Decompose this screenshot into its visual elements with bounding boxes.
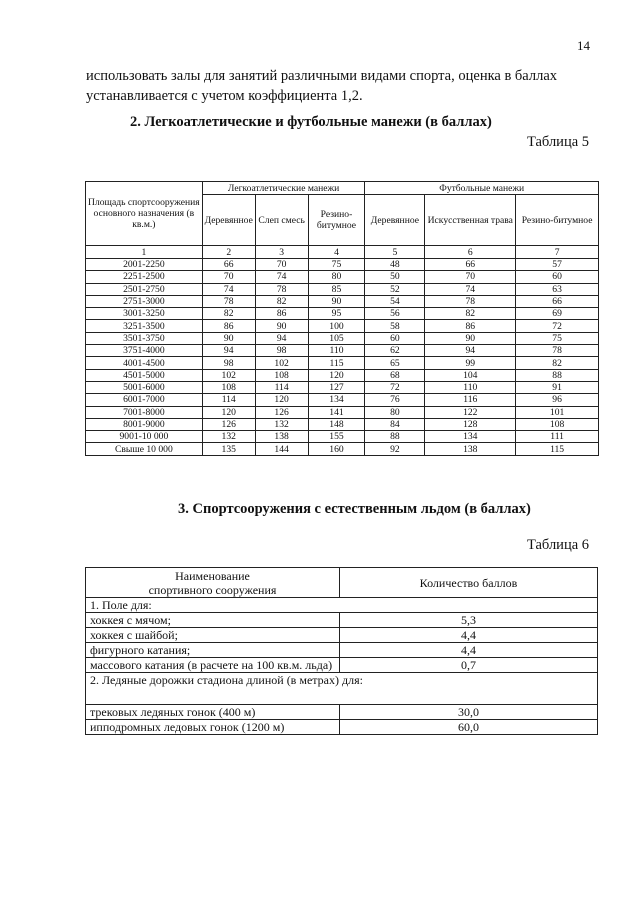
group-1-header: 1. Поле для: [86,598,598,613]
surface-header: Искусственная трава [425,195,516,246]
points-cell: 104 [425,369,516,381]
points-cell: 56 [365,308,425,320]
area-range-cell: 4001-4500 [86,357,203,369]
points-cell: 134 [308,394,365,406]
table-row [86,357,599,369]
points-cell: 134 [425,431,516,443]
points-cell: 108 [516,418,599,430]
points-cell: 62 [365,345,425,357]
points-cell: 72 [365,381,425,393]
points-column-header: Количество баллов [340,568,598,598]
table-6 [85,567,598,735]
table-5-caption: Таблица 5 [527,134,590,150]
table-row [86,332,599,344]
table-row [86,394,599,406]
surface-header: Резино-битумное [308,195,365,246]
points-cell: 65 [365,357,425,369]
points-cell: 92 [365,443,425,455]
surface-header: Деревянное [365,195,425,246]
facility-name-cell: ипподромных ледовых гонок (1200 м) [86,720,340,735]
points-cell: 82 [255,295,308,307]
points-cell: 75 [308,259,365,271]
column-number: 7 [516,246,599,259]
points-cell: 94 [255,332,308,344]
table-row [86,381,599,393]
area-range-cell: 3251-3500 [86,320,203,332]
area-range-cell: 2751-3000 [86,295,203,307]
points-cell: 74 [202,283,255,295]
points-cell: 86 [255,308,308,320]
points-cell: 90 [255,320,308,332]
name-header-line-2: спортивного сооружения [148,582,277,597]
points-cell: 132 [255,418,308,430]
facility-points-cell: 4,4 [340,643,598,658]
points-cell: 85 [308,283,365,295]
points-cell: 110 [308,345,365,357]
area-range-cell: 8001-9000 [86,418,203,430]
table-row [86,271,599,283]
points-cell: 128 [425,418,516,430]
football-group-header: Футбольные манежи [365,182,599,195]
points-cell: 91 [516,381,599,393]
points-cell: 127 [308,381,365,393]
points-cell: 48 [365,259,425,271]
table-row [86,658,598,673]
table-row [86,283,599,295]
points-cell: 82 [202,308,255,320]
surface-header: Слеп смесь [255,195,308,246]
points-cell: 82 [516,357,599,369]
points-cell: 60 [516,271,599,283]
surface-header: Деревянное [202,195,255,246]
points-cell: 108 [255,369,308,381]
points-cell: 132 [202,431,255,443]
page-number: 14 [577,38,590,53]
points-cell: 78 [202,295,255,307]
column-number: 4 [308,246,365,259]
table-row [86,431,599,443]
section-2-title: 2. Легкоатлетические и футбольные манежи (в баллах) [130,114,492,130]
facility-points-cell: 4,4 [340,628,598,643]
table-row [86,443,599,455]
points-cell: 120 [255,394,308,406]
points-cell: 98 [255,345,308,357]
points-cell: 144 [255,443,308,455]
table-5 [85,181,599,456]
points-cell: 88 [365,431,425,443]
points-cell: 72 [516,320,599,332]
points-cell: 63 [516,283,599,295]
facility-name-cell: хоккея с мячом; [86,613,340,628]
area-range-cell: 5001-6000 [86,381,203,393]
points-cell: 102 [255,357,308,369]
points-cell: 101 [516,406,599,418]
column-number: 2 [202,246,255,259]
points-cell: 50 [365,271,425,283]
points-cell: 52 [365,283,425,295]
points-cell: 105 [308,332,365,344]
points-cell: 66 [516,295,599,307]
facility-points-cell: 5,3 [340,613,598,628]
points-cell: 90 [202,332,255,344]
points-cell: 115 [516,443,599,455]
points-cell: 66 [425,259,516,271]
points-cell: 70 [425,271,516,283]
points-cell: 111 [516,431,599,443]
table-row [86,345,599,357]
points-cell: 108 [202,381,255,393]
points-cell: 138 [425,443,516,455]
table-row [86,418,599,430]
intro-paragraph [86,66,598,106]
table-6-caption: Таблица 6 [527,537,590,553]
points-cell: 160 [308,443,365,455]
points-cell: 57 [516,259,599,271]
table-row [86,369,599,381]
table-row [86,320,599,332]
points-cell: 100 [308,320,365,332]
points-cell: 138 [255,431,308,443]
points-cell: 82 [425,308,516,320]
column-number: 6 [425,246,516,259]
facility-name-cell: фигурного катания; [86,643,340,658]
points-cell: 78 [516,345,599,357]
points-cell: 116 [425,394,516,406]
table-row [86,643,598,658]
points-cell: 88 [516,369,599,381]
points-cell: 70 [255,259,308,271]
name-column-header [86,568,340,598]
table-row [86,308,599,320]
points-cell: 86 [202,320,255,332]
points-cell: 58 [365,320,425,332]
points-cell: 80 [365,406,425,418]
column-number: 1 [86,246,203,259]
points-cell: 114 [255,381,308,393]
points-cell: 90 [308,295,365,307]
area-range-cell: 4501-5000 [86,369,203,381]
points-cell: 70 [202,271,255,283]
points-cell: 94 [202,345,255,357]
table-row [86,705,598,720]
facility-name-cell: трековых ледяных гонок (400 м) [86,705,340,720]
intro-line-2: устанавливается с учетом коэффициента 1,2. [86,88,363,104]
area-range-cell: 6001-7000 [86,394,203,406]
facility-points-cell: 30,0 [340,705,598,720]
table-row [86,259,599,271]
points-cell: 114 [202,394,255,406]
area-range-cell: 7001-8000 [86,406,203,418]
facility-name-cell: хоккея с шайбой; [86,628,340,643]
area-range-cell: 3751-4000 [86,345,203,357]
points-cell: 60 [365,332,425,344]
intro-line-1: использовать залы для занятий различными видами спорта, оценка в баллах [86,68,558,84]
table-row [86,295,599,307]
points-cell: 110 [425,381,516,393]
points-cell: 102 [202,369,255,381]
points-cell: 86 [425,320,516,332]
points-cell: 74 [255,271,308,283]
points-cell: 141 [308,406,365,418]
points-cell: 126 [255,406,308,418]
table-row [86,406,599,418]
name-header-line-1: Наименование [175,568,250,583]
area-header: Площадь спортсооружения основного назначения (в кв.м.) [86,182,203,246]
points-cell: 75 [516,332,599,344]
points-cell: 74 [425,283,516,295]
points-cell: 135 [202,443,255,455]
area-range-cell: 9001-10 000 [86,431,203,443]
table-row [86,720,598,735]
area-range-cell: 2251-2500 [86,271,203,283]
area-range-cell: 3001-3250 [86,308,203,320]
group-2-header: 2. Ледяные дорожки стадиона длиной (в метрах) для: [86,673,598,705]
points-cell: 96 [516,394,599,406]
points-cell: 122 [425,406,516,418]
points-cell: 99 [425,357,516,369]
points-cell: 120 [202,406,255,418]
area-range-cell: 2501-2750 [86,283,203,295]
points-cell: 126 [202,418,255,430]
table-row [86,613,598,628]
points-cell: 120 [308,369,365,381]
section-3-title: 3. Спортсооружения с естественным льдом (в баллах) [178,501,531,517]
table-row [86,628,598,643]
points-cell: 95 [308,308,365,320]
points-cell: 98 [202,357,255,369]
points-cell: 80 [308,271,365,283]
points-cell: 68 [365,369,425,381]
surface-header: Резино-битумное [516,195,599,246]
area-range-cell: Свыше 10 000 [86,443,203,455]
points-cell: 78 [425,295,516,307]
points-cell: 78 [255,283,308,295]
points-cell: 76 [365,394,425,406]
points-cell: 148 [308,418,365,430]
points-cell: 90 [425,332,516,344]
points-cell: 66 [202,259,255,271]
points-cell: 54 [365,295,425,307]
points-cell: 115 [308,357,365,369]
column-number: 3 [255,246,308,259]
facility-points-cell: 0,7 [340,658,598,673]
athletics-group-header: Легкоатлетические манежи [202,182,365,195]
points-cell: 84 [365,418,425,430]
points-cell: 155 [308,431,365,443]
column-number: 5 [365,246,425,259]
points-cell: 69 [516,308,599,320]
area-range-cell: 3501-3750 [86,332,203,344]
area-range-cell: 2001-2250 [86,259,203,271]
points-cell: 94 [425,345,516,357]
facility-name-cell: массового катания (в расчете на 100 кв.м. льда) [86,658,340,673]
facility-points-cell: 60,0 [340,720,598,735]
